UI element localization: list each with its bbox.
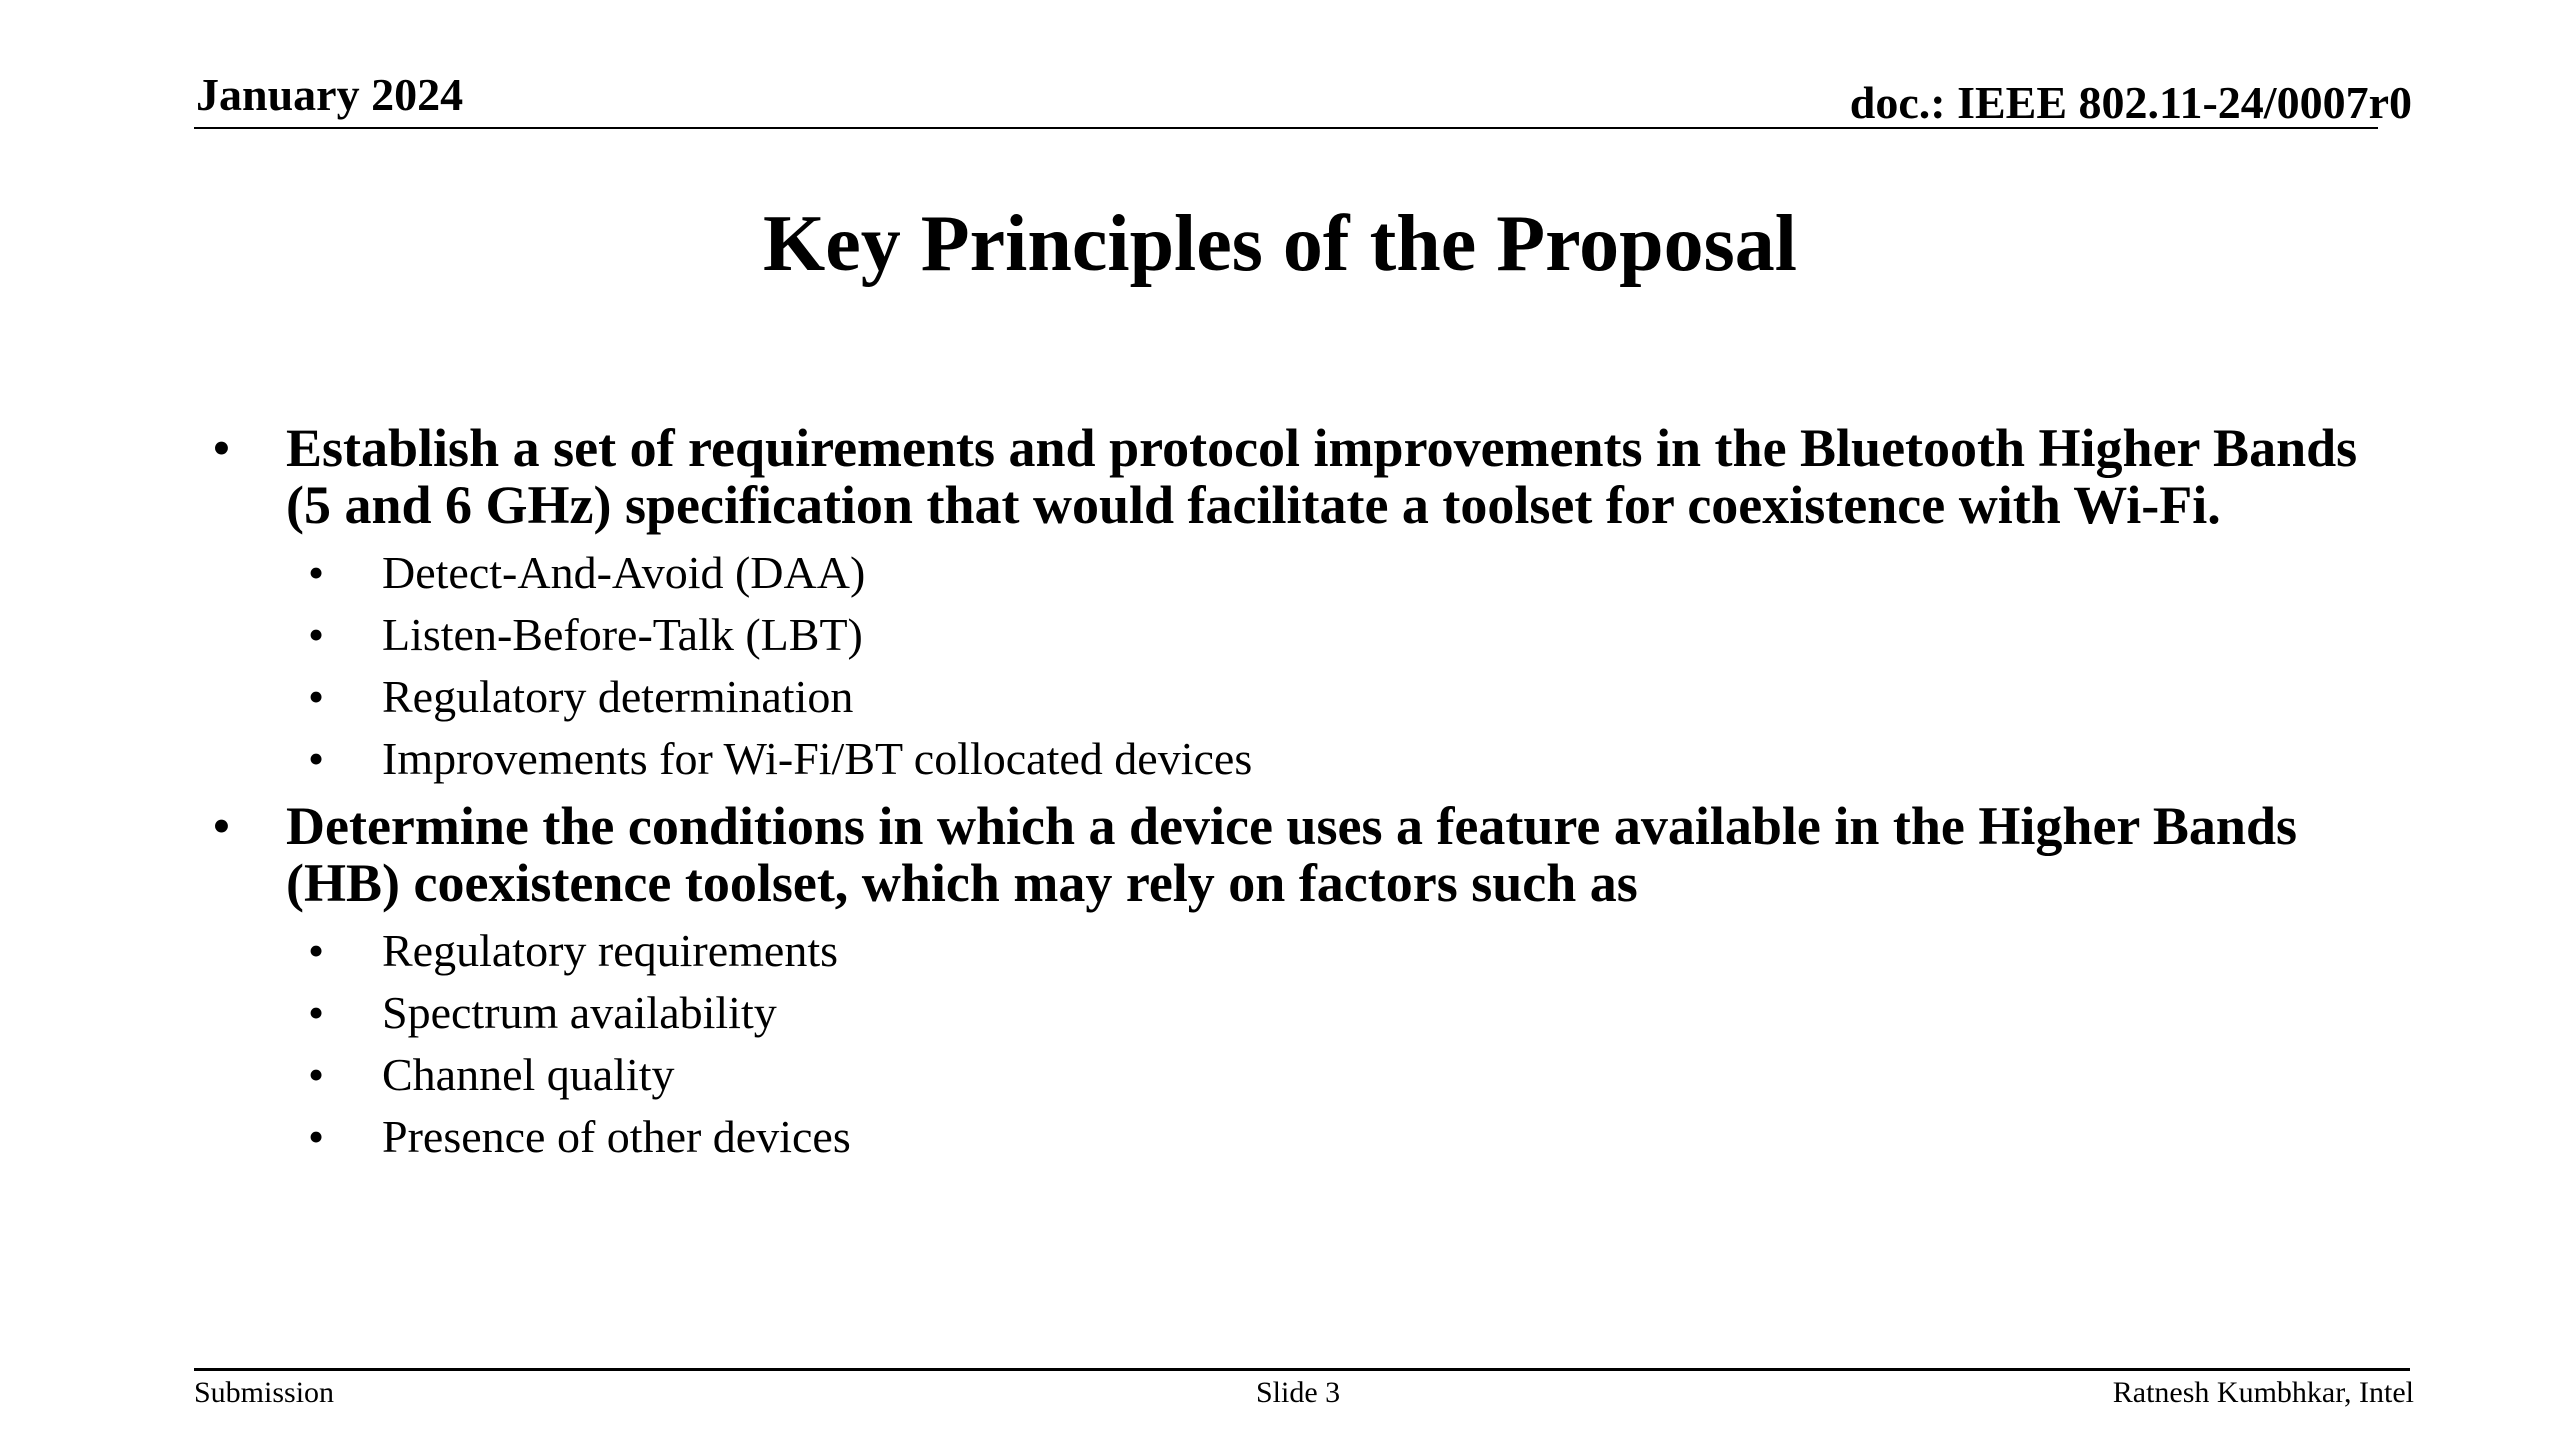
footer-submission: Submission (194, 1376, 335, 1409)
slide-body (200, 420, 2360, 1168)
bullet-text: Establish a set of requirements and protocol improvements in the Bluetooth Higher Bands (5 and 6 GHz) specification that would facilitate a toolset for coexistence with Wi-Fi. (286, 418, 2358, 535)
bullet-icon: • (308, 547, 325, 598)
sub-bullet-text: Channel quality (382, 1049, 675, 1100)
footer-rule (194, 1368, 2410, 1371)
sub-bullet-item (200, 982, 2360, 1044)
bullet-icon: • (308, 1111, 325, 1162)
bullet-icon: • (308, 1049, 325, 1100)
sub-bullet-text: Regulatory requirements (382, 925, 839, 976)
bullet-icon: • (308, 671, 325, 722)
bullet-icon: • (212, 796, 231, 856)
sub-bullet-item (200, 604, 2360, 666)
sub-bullet-text: Presence of other devices (382, 1111, 851, 1162)
bullet-icon: • (308, 733, 325, 784)
sub-bullet-item (200, 542, 2360, 604)
sub-bullet-item (200, 728, 2360, 790)
header-date: January 2024 (196, 69, 464, 120)
header-rule (194, 127, 2378, 129)
bullet-icon: • (308, 925, 325, 976)
bullet-icon: • (308, 987, 325, 1038)
bullet-icon: • (212, 418, 231, 478)
sub-bullet-list (200, 920, 2360, 1168)
sub-bullet-text: Regulatory determination (382, 671, 854, 722)
sub-bullet-item (200, 1044, 2360, 1106)
sub-bullet-text: Listen-Before-Talk (LBT) (382, 609, 863, 660)
header-doc-id: doc.: IEEE 802.11-24/0007r0 (1849, 77, 2412, 128)
sub-bullet-text: Spectrum availability (382, 987, 777, 1038)
bullet-item-1 (200, 420, 2360, 534)
sub-bullet-list (200, 542, 2360, 790)
sub-bullet-text: Improvements for Wi-Fi/BT collocated devices (382, 733, 1253, 784)
sub-bullet-item (200, 920, 2360, 982)
bullet-item-2 (200, 798, 2360, 912)
sub-bullet-item (200, 666, 2360, 728)
footer-slide-number: Slide 3 (1256, 1376, 1341, 1409)
footer-author: Ratnesh Kumbhkar, Intel (2112, 1376, 2414, 1409)
sub-bullet-item (200, 1106, 2360, 1168)
bullet-icon: • (308, 609, 325, 660)
slide-title: Key Principles of the Proposal (763, 200, 1797, 288)
sub-bullet-text: Detect-And-Avoid (DAA) (382, 547, 866, 598)
bullet-text: Determine the conditions in which a device uses a feature available in the Higher Bands (HB) coexistence toolset, which may rely on factors such as (286, 796, 2297, 913)
